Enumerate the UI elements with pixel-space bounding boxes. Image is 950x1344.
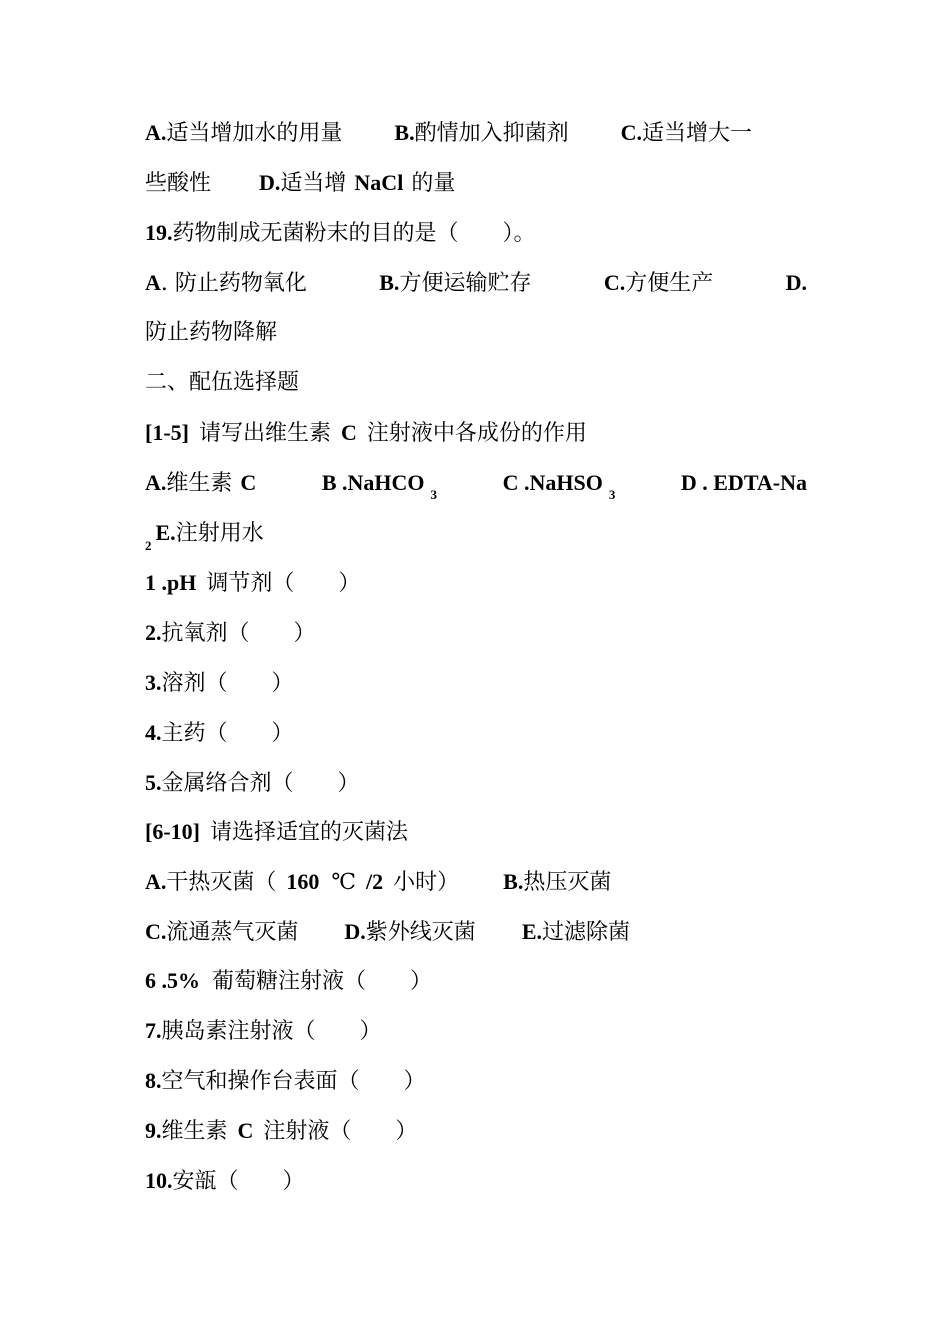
option-d-label: D . EDTA-Na: [680, 470, 807, 495]
list-item: 9.维生素 C 注射液（ ）: [145, 1118, 418, 1144]
question-text: 药物制成无菌粉末的目的是（ ）。: [172, 221, 536, 246]
question-19: [145, 218, 810, 249]
option-d-text: 适当增: [280, 171, 347, 196]
list-item: 5.金属络合剂（ ）: [145, 770, 360, 796]
question-number: 19.: [145, 220, 173, 245]
nacl-formula: NaCl: [354, 170, 404, 195]
group-2-prompt: [6-10] 请选择适宜的灭菌法: [145, 819, 408, 845]
q19-options-line-2: [145, 318, 810, 348]
option-d-text-end: 的量: [411, 171, 456, 196]
option-b-label: B.: [503, 869, 524, 894]
option-b-text: 酌情加入抑菌剂: [414, 121, 569, 146]
option-c-label: C .NaHSO: [502, 470, 603, 495]
group-1-prompt: [1-5] 请写出维生素 C 注射液中各成份的作用: [145, 420, 587, 446]
option-c-label: C.: [620, 120, 642, 145]
option-d-label: D.: [259, 170, 281, 195]
option-a-text: . 防止药物氧化: [160, 271, 307, 296]
list-item: 8.空气和操作台表面（ ）: [145, 1068, 426, 1094]
list-item: 7.胰岛素注射液（ ）: [145, 1018, 382, 1044]
group-1-options-line-1: A.维生素 C B .NaHCO $_3$ C .NaHSO $_3$ D . EDTA-Na: [145, 470, 807, 502]
option-c-text: 适当增大一: [642, 121, 753, 146]
option-a-text: 适当增加水的用量: [166, 121, 343, 146]
list-item: 1 .pH 调节剂（ ）: [145, 570, 361, 596]
option-e-label: E.: [155, 520, 176, 545]
group-2-options-line-1: A.干热灭菌（ 160 ℃ /2 小时） B.热压灭菌: [145, 869, 612, 895]
option-a-label: A.: [145, 120, 167, 145]
q19-options-line-1: [145, 268, 810, 299]
section-title: 二、配伍选择题: [145, 370, 300, 395]
option-d-label: D.: [344, 919, 366, 944]
group-range: [1-5]: [145, 420, 189, 445]
option-b-text: 方便运输贮存: [399, 271, 532, 296]
option-c-text: 方便生产: [625, 271, 714, 296]
list-item: 4.主药（ ）: [145, 720, 294, 746]
group-1-options-line-2: $_2$E.注射用水: [145, 520, 264, 553]
option-a-label: A.: [145, 470, 167, 495]
option-e-label: E.: [521, 919, 542, 944]
option-b-label: B .NaHCO: [321, 470, 425, 495]
option-b-label: B.: [379, 270, 400, 295]
list-item: 10.安瓿（ ）: [145, 1168, 305, 1194]
option-b-label: B.: [394, 120, 415, 145]
option-c-continuation: 些酸性: [145, 171, 212, 196]
option-a-label: A.: [145, 869, 167, 894]
list-item: 2.抗氧剂（ ）: [145, 620, 316, 646]
option-d-text: 防止药物降解: [145, 320, 278, 345]
option-c-label: C.: [145, 919, 167, 944]
q18-options-line-2: [145, 168, 810, 199]
option-d-label: D.: [785, 270, 807, 295]
list-item: 3.溶剂（ ）: [145, 670, 294, 696]
group-2-options-line-2: C.流通蒸气灭菌 D.紫外线灭菌 E.过滤除菌: [145, 919, 631, 945]
list-item: 6 .5% 葡萄糖注射液（ ）: [145, 968, 433, 994]
q18-options-line-1: [145, 118, 810, 149]
option-c-label: C.: [603, 270, 626, 295]
group-range: [6-10]: [145, 819, 200, 844]
option-a-label: A: [145, 270, 161, 295]
